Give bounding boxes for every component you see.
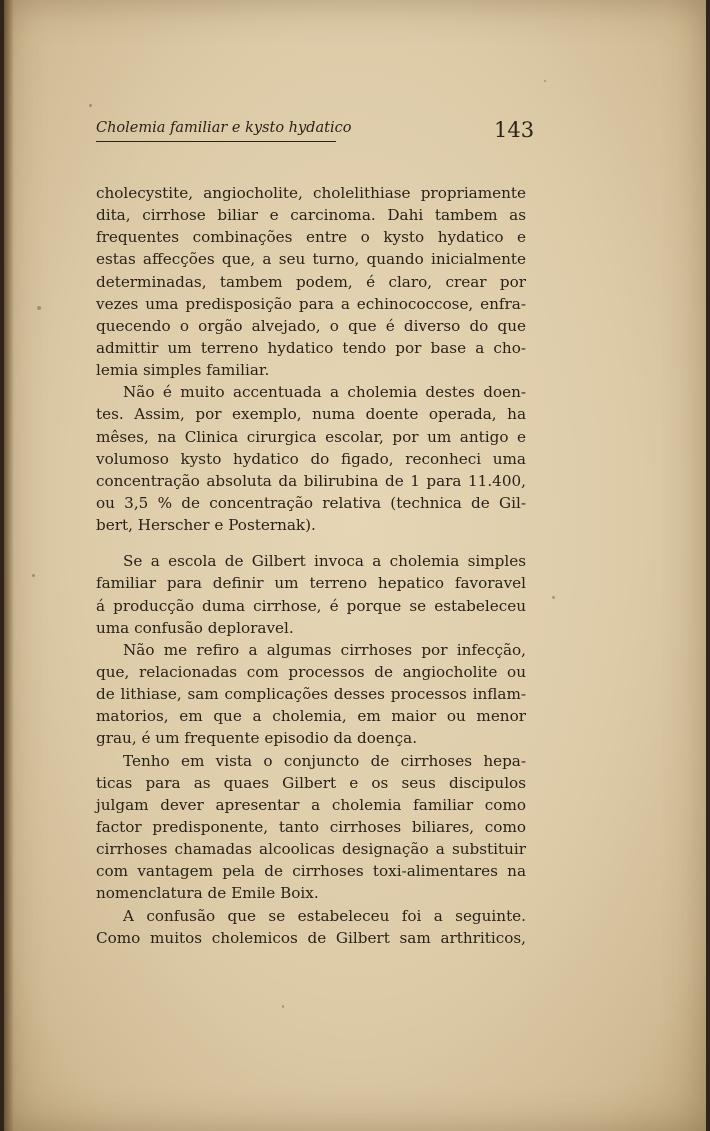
page-header (92, 116, 542, 146)
text-line: cholecystite, angiocholite, cholelithiase propriamente (96, 184, 526, 202)
text-line: Não é muito accentuada a cholemia destes doen- (123, 383, 526, 402)
text-line: A confusão que se estabeleceu foi a seguinte. (123, 906, 526, 925)
text-line: ou 3,5 % de concentração relativa (technica de Gil- (96, 493, 526, 512)
text-line: Se a escola de Gilbert invoca a cholemia simples (123, 552, 526, 571)
paper-spot (32, 574, 35, 577)
text-line: determinadas, tambem podem, é claro, crear por (96, 272, 526, 291)
text-line: com vantagem pela de cirrhoses toxi-alimentares na (96, 862, 526, 881)
page-number: 143 (494, 118, 535, 142)
text-line: frequentes combinações entre o kysto hydatico e (96, 228, 526, 247)
text-line: de lithiase, sam complicações desses processos inflam- (96, 685, 526, 704)
text-line: ticas para as quaes Gilbert e os seus discipulos (96, 773, 526, 792)
text-line: lemia simples familiar. (96, 361, 270, 380)
text-line: á producção duma cirrhose, é porque se estabeleceu (96, 596, 526, 615)
text-line: matorios, em que a cholemia, em maior ou menor (96, 707, 526, 726)
text-line: admittir um terreno hydatico tendo por base a cho- (96, 338, 526, 357)
header-rule (96, 141, 336, 142)
paragraph-gap (96, 536, 526, 550)
text-line: tes. Assim, por exemplo, numa doente operada, ha (96, 405, 526, 424)
text-line: mêses, na Clinica cirurgica escolar, por um antigo e (96, 427, 526, 446)
running-title: Cholemia familiar e kysto hydatico (96, 120, 352, 136)
page-edge-shadow (4, 0, 14, 1131)
text-line: Tenho em vista o conjuncto de cirrhoses hepa- (123, 751, 526, 770)
text-line: Como muitos cholemicos de Gilbert sam arthriticos, (96, 928, 526, 947)
paper-spot (552, 596, 555, 599)
text-line: bert, Herscher e Posternak). (96, 516, 316, 535)
text-line: cirrhoses chamadas alcoolicas designação a substituir (96, 840, 526, 859)
text-line: nomenclatura de Emile Boix. (96, 884, 319, 903)
text-line: quecendo o orgão alvejado, o que é diverso do que (96, 316, 526, 335)
text-line: estas affecções que, a seu turno, quando inicialmente (96, 250, 526, 269)
text-line: julgam dever apresentar a cholemia familiar como (96, 795, 526, 814)
paper-spot (89, 104, 92, 107)
body-text (96, 182, 526, 949)
text-line: factor predisponente, tanto cirrhoses biliares, como (96, 817, 526, 836)
text-line: volumoso kysto hydatico do figado, reconheci uma (96, 449, 526, 468)
text-line: grau, é um frequente episodio da doença. (96, 729, 418, 748)
text-line: dita, cirrhose biliar e carcinoma. Dahi tambem as (96, 206, 526, 225)
text-line: familiar para definir um terreno hepatico favoravel (96, 574, 526, 593)
text-line: concentração absoluta da bilirubina de 1 para 11.400, (96, 471, 526, 490)
text-line: que, relacionadas com processos de angiocholite ou (96, 662, 526, 681)
text-line: Não me refiro a algumas cirrhoses por infecção, (123, 640, 526, 659)
text-line: vezes uma predisposição para a echinococcose, enfra- (96, 294, 526, 313)
paper-spot (544, 80, 546, 82)
paper-spot (37, 306, 41, 310)
text-line: uma confusão deploravel. (96, 618, 294, 637)
paper-spot (282, 1005, 284, 1008)
